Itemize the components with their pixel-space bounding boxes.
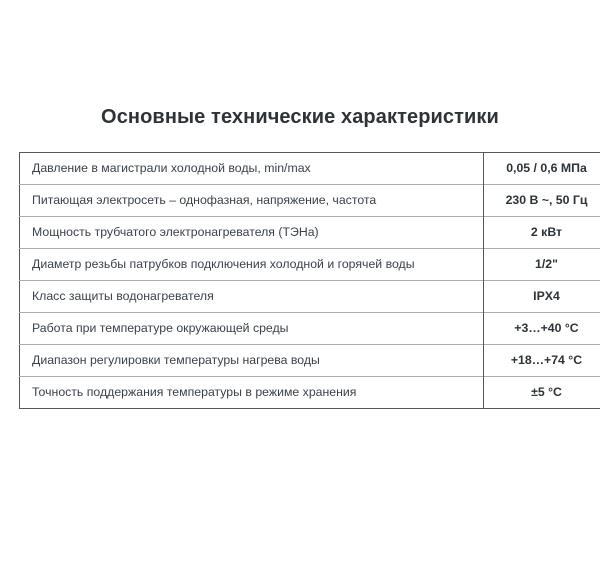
specifications-table-body bbox=[20, 153, 600, 409]
table-row bbox=[20, 313, 600, 345]
spec-value: +3…+40 °C bbox=[484, 313, 600, 345]
spec-parameter-label: Мощность трубчатого электронагревателя (ТЭНа) bbox=[20, 217, 484, 249]
spec-parameter-label: Диапазон регулировки температуры нагрева воды bbox=[20, 345, 484, 377]
spec-value: 1/2" bbox=[484, 249, 600, 281]
spec-parameter-label: Питающая электросеть – однофазная, напряжение, частота bbox=[20, 185, 484, 217]
spec-value: 0,05 / 0,6 МПа bbox=[506, 161, 587, 176]
spec-parameter-label: Точность поддержания температуры в режиме хранения bbox=[20, 377, 484, 409]
specifications-table bbox=[19, 152, 600, 409]
spec-parameter-label: Класс защиты водонагревателя bbox=[20, 281, 484, 313]
specifications-table-container bbox=[19, 152, 588, 409]
table-row bbox=[20, 377, 600, 409]
spec-value: 2 кВт bbox=[484, 217, 600, 249]
spec-value: IPX4 bbox=[484, 281, 600, 313]
spec-value: +18…+74 °C bbox=[484, 345, 600, 377]
spec-value: 230 В ~, 50 Гц bbox=[484, 185, 600, 217]
table-row bbox=[20, 217, 600, 249]
table-row bbox=[20, 249, 600, 281]
spec-parameter-label: Давление в магистрали холодной воды, min/max bbox=[20, 153, 484, 185]
table-row bbox=[20, 281, 600, 313]
table-row bbox=[20, 153, 600, 185]
spec-parameter-label: Диаметр резьбы патрубков подключения холодной и горячей воды bbox=[20, 249, 484, 281]
page-title: Основные технические характеристики bbox=[101, 106, 499, 128]
spec-value: ±5 °C bbox=[484, 377, 600, 409]
spec-parameter-label: Работа при температуре окружающей среды bbox=[20, 313, 484, 345]
table-row bbox=[20, 185, 600, 217]
table-row bbox=[20, 345, 600, 377]
